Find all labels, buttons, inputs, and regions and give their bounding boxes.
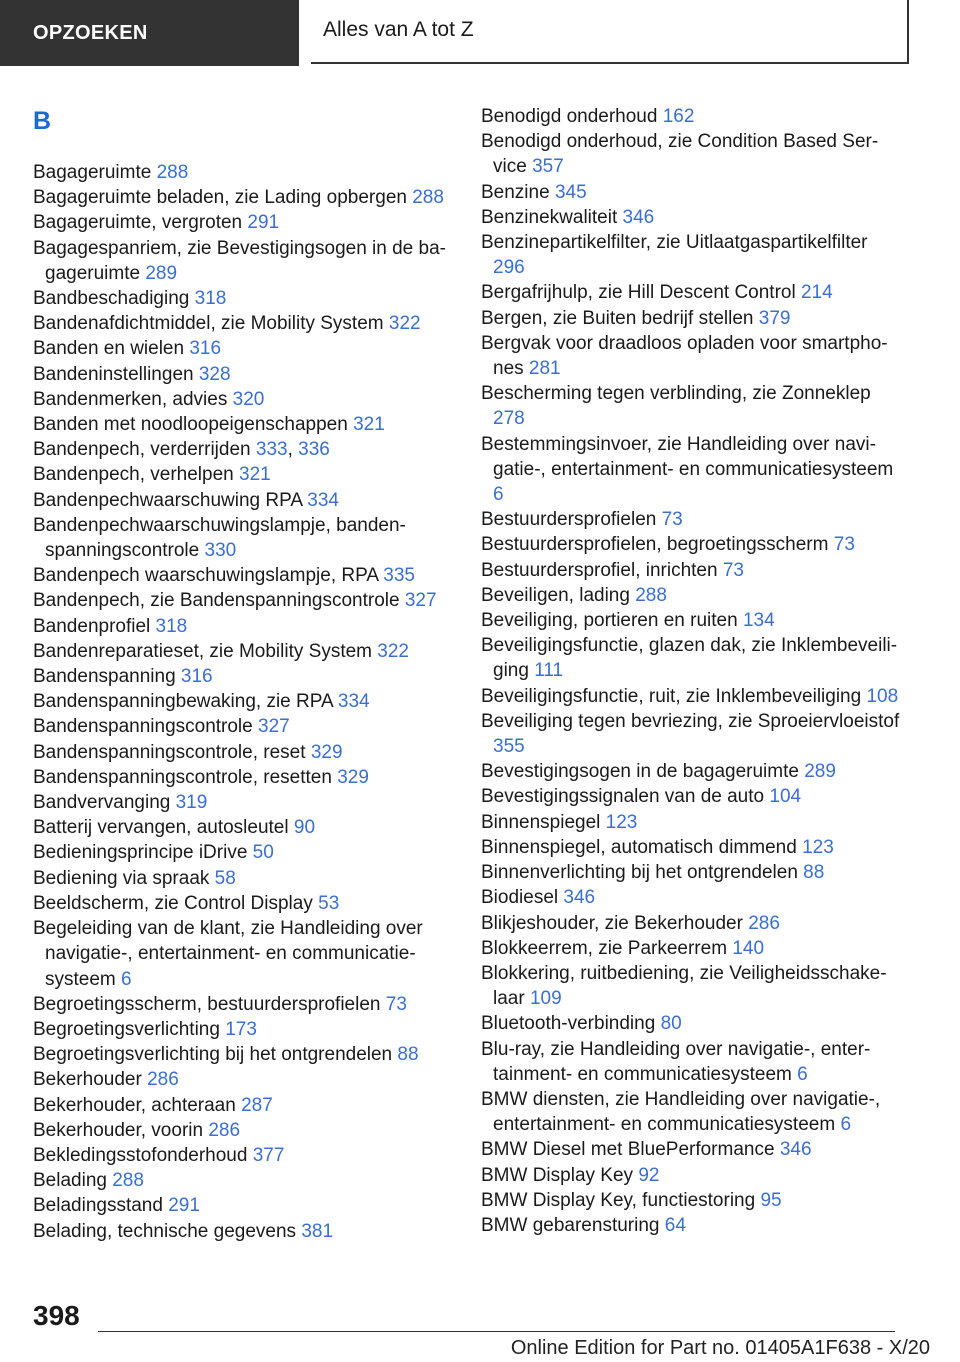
index-entry	[33, 185, 453, 210]
index-entry-text: Batterij vervangen, autosleutel	[33, 817, 289, 839]
index-entry	[33, 765, 453, 790]
index-entry-text: BMW Display Key, functiestoring	[481, 1189, 756, 1211]
index-entry	[481, 709, 901, 759]
index-entry-text: Bagageruimte beladen, zie Lading opbergen	[33, 187, 407, 209]
index-entry	[33, 992, 453, 1017]
index-entry-text: Bandenmerken, advies	[33, 388, 228, 410]
page-reference-link[interactable]: 109	[529, 988, 562, 1010]
index-entry	[33, 387, 453, 412]
index-entry-text: Bestuurdersprofielen, begroetingsscherm	[481, 534, 829, 556]
page-reference-link[interactable]: 123	[802, 836, 834, 858]
index-entry-text: Benzinekwaliteit	[481, 206, 618, 228]
page-reference-link[interactable]: 73	[385, 993, 407, 1015]
index-entry-text: Blokkeerrem, zie Parkeerrem	[481, 937, 728, 959]
index-entry	[481, 633, 901, 683]
page-reference-link[interactable]: 73	[722, 559, 744, 581]
index-entry	[33, 286, 453, 311]
index-entry	[33, 714, 453, 739]
page-reference-link[interactable]: 321	[239, 464, 271, 486]
index-entry-text: BMW gebarensturing	[481, 1214, 660, 1236]
index-entry-text: Benzine	[481, 181, 550, 203]
page-reference-link[interactable]: 316	[189, 338, 222, 360]
page-reference-link[interactable]: 291	[247, 212, 280, 234]
index-entry-text: Bandbeschadiging	[33, 288, 190, 310]
index-column-left	[33, 104, 453, 1244]
page-reference-link[interactable]: 6	[493, 484, 504, 506]
page-reference-link[interactable]: 321	[353, 414, 385, 436]
page-reference-link[interactable]: 379	[758, 307, 791, 329]
page-reference-link[interactable]: 73	[833, 534, 855, 556]
index-entry	[33, 1017, 453, 1042]
index-entry-text: Bergafrijhulp, zie Hill Descent Control	[481, 282, 796, 304]
index-entry	[33, 815, 453, 840]
index-entry-text: Bandenspanningbewaking, zie RPA	[33, 691, 333, 713]
index-entry-text: Benodigd onderhoud	[481, 106, 658, 127]
index-entry	[33, 1093, 453, 1118]
page-reference-link[interactable]: 322	[388, 313, 421, 335]
index-entry	[481, 1137, 901, 1162]
page-reference-link[interactable]: 134	[742, 610, 775, 632]
index-entry-text: Bagagespanriem, zie Bevestigingsogen in de bagageruimte	[33, 237, 446, 284]
page-reference-link[interactable]: 381	[301, 1220, 334, 1242]
page-reference-link[interactable]: 289	[145, 262, 178, 284]
index-entry	[33, 336, 453, 361]
page-reference-link[interactable]: 345	[554, 181, 587, 203]
index-entry	[481, 583, 901, 608]
index-entry-text: Bandenspanningscontrole, reset	[33, 741, 306, 763]
page-number: 398	[33, 1300, 80, 1331]
page-reference-link[interactable]: 6	[840, 1114, 852, 1136]
index-entry-text: Bevestigingssignalen van de auto	[481, 786, 765, 808]
index-entry	[481, 810, 901, 835]
index-entry	[33, 1042, 453, 1067]
index-entry	[481, 961, 901, 1011]
page-reference-link[interactable]: 320	[232, 388, 265, 410]
page-reference-link[interactable]: 288	[635, 584, 667, 606]
index-entry-text: Beveiligingsfunctie, ruit, zie Inklembeveiliging	[481, 685, 862, 707]
index-entry-text: Binnenspiegel, automatisch dimmend	[481, 836, 797, 858]
index-entry-text: Bescherming tegen verblinding, zie Zonneklep	[481, 383, 871, 405]
page-reference-link[interactable]: 319	[175, 792, 208, 814]
index-entry-text: Bandenreparatieset, zie Mobility System	[33, 640, 372, 662]
index-entry-text: Banden met noodloopeigenschappen	[33, 414, 348, 436]
index-entry-text: Blu-ray, zie Handleiding over navigatie-, entertainment- en communicatiesysteem	[481, 1038, 871, 1085]
page-reference-link[interactable]: 291	[168, 1195, 200, 1217]
index-entry	[481, 911, 901, 936]
index-entry	[481, 432, 901, 508]
index-entry	[481, 759, 901, 784]
index-entry-text: Bandenspanning	[33, 666, 176, 688]
page-reference-link[interactable]: 73	[661, 509, 683, 531]
index-entry	[33, 563, 453, 588]
index-entry-text: Bandenspanningscontrole, resetten	[33, 766, 332, 788]
index-entry	[481, 532, 901, 557]
index-entry-text: Blikjeshouder, zie Bekerhouder	[481, 912, 743, 934]
index-entry	[33, 1168, 453, 1193]
index-entry	[481, 558, 901, 583]
index-entry	[33, 689, 453, 714]
index-entry	[481, 1188, 901, 1213]
index-entry-text: Bandenpech waarschuwingslampje, RPA	[33, 565, 379, 587]
page-reference-link[interactable]: 90	[293, 817, 316, 839]
index-entry-text: BMW Diesel met BluePerformance	[481, 1139, 775, 1161]
index-entry: Bandenpech, verderrijden 333, 336	[33, 439, 330, 461]
index-entry-text: Begeleiding van de klant, zie Handleiding over navigatie-, entertainment- en communicatiesysteem	[33, 918, 423, 990]
index-entry	[481, 1163, 901, 1188]
index-entry-text: Begroetingsverlichting bij het ontgrendelen	[33, 1044, 393, 1066]
page-reference-link[interactable]: 162	[662, 106, 695, 127]
index-entry-text: BMW Display Key	[481, 1164, 634, 1186]
index-entry	[33, 412, 453, 437]
page-reference-link[interactable]: 140	[732, 937, 765, 959]
page-reference-link[interactable]: 336	[298, 439, 330, 461]
index-entry	[481, 180, 901, 205]
index-entry-text: Bergen, zie Buiten bedrijf stellen	[481, 307, 754, 329]
index-entry-text: Bergvak voor draadloos opladen voor smartphones	[481, 332, 888, 380]
index-entry	[481, 381, 901, 431]
index-entry	[33, 210, 453, 235]
index-entry-text: Bekerhouder	[33, 1069, 142, 1091]
index-entry-text: Bandenprofiel	[33, 615, 151, 637]
page-reference-link[interactable]: 286	[147, 1069, 179, 1091]
page-reference-link[interactable]: 329	[337, 766, 369, 788]
index-list-right	[481, 104, 901, 1238]
index-entry-text: Begroetingsscherm, bestuurdersprofielen	[33, 993, 381, 1015]
page-reference-link[interactable]: 335	[383, 565, 415, 587]
index-column-right	[481, 104, 901, 1238]
index-entry	[33, 790, 453, 815]
page-reference-link[interactable]: 288	[412, 187, 444, 209]
index-entry-text: Blokkering, ruitbediening, zie Veiligheidsschakelaar	[481, 962, 887, 1010]
index-entry-text: Bagageruimte	[33, 162, 152, 183]
index-entry-text: Bediening via spraak	[33, 867, 210, 889]
page-reference-link[interactable]: 289	[804, 761, 836, 783]
index-entry	[481, 1011, 901, 1036]
page-reference-link[interactable]: 123	[605, 811, 638, 833]
index-entry	[481, 331, 901, 381]
index-entry	[33, 236, 453, 286]
footer-divider	[98, 1331, 895, 1332]
index-entry	[33, 160, 453, 185]
index-entry-text: Bekerhouder, achteraan	[33, 1094, 236, 1116]
index-entry	[33, 1193, 453, 1218]
index-entry	[33, 488, 453, 513]
index-entry-text: Benodigd onderhoud, zie Condition Based Service	[481, 131, 879, 178]
page-reference-link[interactable]: 80	[660, 1013, 682, 1035]
index-list-left	[33, 160, 453, 1244]
index-entry	[481, 936, 901, 961]
index-entry-text: Bestuurdersprofielen	[481, 509, 657, 531]
index-entry	[481, 205, 901, 230]
page-reference-link[interactable]: 288	[112, 1170, 144, 1192]
footer-edition: Online Edition for Part no. 01405A1F638 - X/20	[510, 1337, 930, 1359]
index-entry	[33, 891, 453, 916]
index-entry	[33, 1067, 453, 1092]
index-entry-text: Bestemmingsinvoer, zie Handleiding over navigatie-, entertainment- en communicatiesysteem	[481, 433, 894, 480]
index-entry	[33, 588, 453, 613]
index-entry-text: Bandvervanging	[33, 792, 171, 814]
page-reference-link[interactable]: 357	[532, 156, 564, 178]
index-entry	[481, 835, 901, 860]
index-entry	[33, 1118, 453, 1143]
index-entry-text: Binnenverlichting bij het ontgrendelen	[481, 862, 798, 884]
index-entry-text: Bandenpechwaarschuwingslampje, bandenspanningscontrole	[33, 514, 406, 562]
page-reference-link[interactable]: 95	[760, 1189, 782, 1211]
index-entry	[481, 885, 901, 910]
page-reference-link[interactable]: 281	[528, 358, 561, 380]
index-entry-text: Belading, technische gegevens	[33, 1220, 297, 1242]
page-reference-link[interactable]: 173	[225, 1018, 257, 1040]
page-reference-link[interactable]: 346	[622, 206, 655, 228]
index-entry-text: Bedieningsprincipe iDrive	[33, 842, 248, 864]
index-entry-text: Bandenafdichtmiddel, zie Mobility System	[33, 313, 384, 335]
page-reference-link[interactable]: 6	[121, 968, 132, 990]
index-entry	[33, 916, 453, 992]
page-reference-link[interactable]: 288	[156, 162, 189, 183]
page-reference-link[interactable]: 92	[638, 1164, 660, 1186]
index-entry-text: Biodiesel	[481, 887, 559, 909]
index-entry	[481, 230, 901, 280]
index-entry-text: Bekerhouder, voorin	[33, 1119, 204, 1141]
section-tab: OPZOEKEN	[0, 0, 299, 66]
page-reference-link[interactable]: 316	[180, 666, 213, 688]
section-title	[311, 0, 909, 64]
index-entry-text: Bandenspanningscontrole	[33, 716, 253, 738]
page-reference-link[interactable]: 327	[258, 716, 290, 738]
page-reference-link[interactable]: 278	[493, 408, 525, 430]
page-reference-link[interactable]: 104	[769, 786, 802, 808]
index-entry	[481, 1037, 901, 1087]
index-entry	[33, 311, 453, 336]
page-reference-link[interactable]: 322	[377, 640, 409, 662]
index-entry-text: Bandenpech, verhelpen	[33, 464, 234, 486]
index-entry-text: Bevestigingsogen in de bagageruimte	[481, 761, 799, 783]
index-entry-text: Begroetingsverlichting	[33, 1018, 220, 1040]
index-entry	[481, 784, 901, 809]
index-entry	[481, 507, 901, 532]
index-entry-text: Bandeninstellingen	[33, 363, 194, 385]
index-entry	[481, 104, 901, 129]
index-entry	[481, 860, 901, 885]
page-reference-link[interactable]: 346	[779, 1139, 812, 1161]
page-reference-link[interactable]: 328	[198, 363, 231, 385]
page-reference-link[interactable]: 6	[797, 1063, 808, 1085]
index-entry	[481, 306, 901, 331]
page-reference-link[interactable]: 329	[310, 741, 343, 763]
index-entry	[33, 866, 453, 891]
index-entry-text: Belading	[33, 1170, 107, 1192]
index-entry	[33, 740, 453, 765]
page-reference-link[interactable]: 377	[252, 1144, 285, 1166]
index-entry-text: Bandenpechwaarschuwing RPA	[33, 489, 302, 511]
page-reference-link[interactable]: 296	[493, 257, 525, 279]
index-entry	[481, 1087, 901, 1137]
page-reference-link[interactable]: 333	[255, 439, 288, 461]
index-entry-text: Beveiliging, portieren en ruiten	[481, 610, 738, 632]
index-entry	[33, 840, 453, 865]
index-entry-text: Binnenspiegel	[481, 811, 601, 833]
index-entry-text: Bluetooth-verbinding	[481, 1013, 656, 1035]
index-entry-text: Beveiligingsfunctie, glazen dak, zie Inklembeveiliging	[481, 635, 898, 682]
index-entry	[33, 614, 453, 639]
index-letter: B	[33, 107, 52, 135]
page-reference-link[interactable]: 330	[204, 540, 237, 562]
page-reference-link[interactable]: 334	[337, 691, 370, 713]
page-reference-link[interactable]: 334	[307, 489, 339, 511]
index-entry	[33, 1219, 453, 1244]
index-entry	[33, 664, 453, 689]
page-reference-link[interactable]: 318	[155, 615, 188, 637]
page-reference-link[interactable]: 318	[194, 288, 227, 310]
index-entry	[481, 280, 901, 305]
page-reference-link[interactable]: 53	[318, 892, 340, 914]
index-entry-text: Beladingsstand	[33, 1195, 163, 1217]
index-entry-text: Beeldscherm, zie Control Display	[33, 892, 313, 914]
index-entry	[481, 608, 901, 633]
index-entry	[33, 513, 453, 563]
index-entry	[33, 639, 453, 664]
index-entry	[33, 362, 453, 387]
page-reference-link[interactable]: 88	[397, 1044, 419, 1066]
index-entry-text: Benzinepartikelfilter, zie Uitlaatgaspartikelfilter	[481, 232, 868, 254]
page-reference-link[interactable]: 58	[214, 867, 236, 889]
index-entry-text: Bandenpech, verderrijden	[33, 439, 251, 461]
page-reference-link[interactable]: 327	[404, 590, 437, 612]
index-entry	[33, 462, 453, 487]
index-entry-text: Bandenpech, zie Bandenspanningscontrole	[33, 590, 400, 612]
index-entry-text: Bestuurdersprofiel, inrichten	[481, 559, 718, 581]
index-entry-text: Bagageruimte, vergroten	[33, 212, 243, 234]
page-reference-link[interactable]: 88	[803, 862, 825, 884]
page-reference-link[interactable]: 286	[208, 1119, 241, 1141]
index-entry-text: Beveiligen, lading	[481, 584, 630, 606]
page-reference-link[interactable]: 111	[534, 660, 564, 682]
index-entry-text: Beveiliging tegen bevriezing, zie Sproeiervloeistof	[481, 710, 900, 732]
page-reference-link[interactable]: 286	[748, 912, 780, 934]
index-entry	[33, 1143, 453, 1168]
index-entry-text: Bekledingsstofonderhoud	[33, 1144, 248, 1166]
page-reference-link[interactable]: 287	[241, 1094, 273, 1116]
index-entry	[481, 1213, 901, 1238]
page-reference-link[interactable]: 50	[252, 842, 274, 864]
index-entry	[481, 129, 901, 179]
page-reference-link[interactable]: 355	[493, 736, 525, 758]
page-reference-link[interactable]: 214	[800, 282, 833, 304]
index-entry	[481, 684, 901, 709]
index-entry-text: BMW diensten, zie Handleiding over navigatie-, entertainment- en communicatiesysteem	[481, 1088, 881, 1136]
page-reference-link[interactable]: 108	[866, 685, 899, 707]
section-title-text: Alles van A tot Z	[323, 18, 474, 41]
page-reference-link[interactable]: 346	[563, 887, 596, 909]
page-reference-link[interactable]: 64	[664, 1214, 686, 1236]
index-entry-text: Banden en wielen	[33, 338, 185, 360]
